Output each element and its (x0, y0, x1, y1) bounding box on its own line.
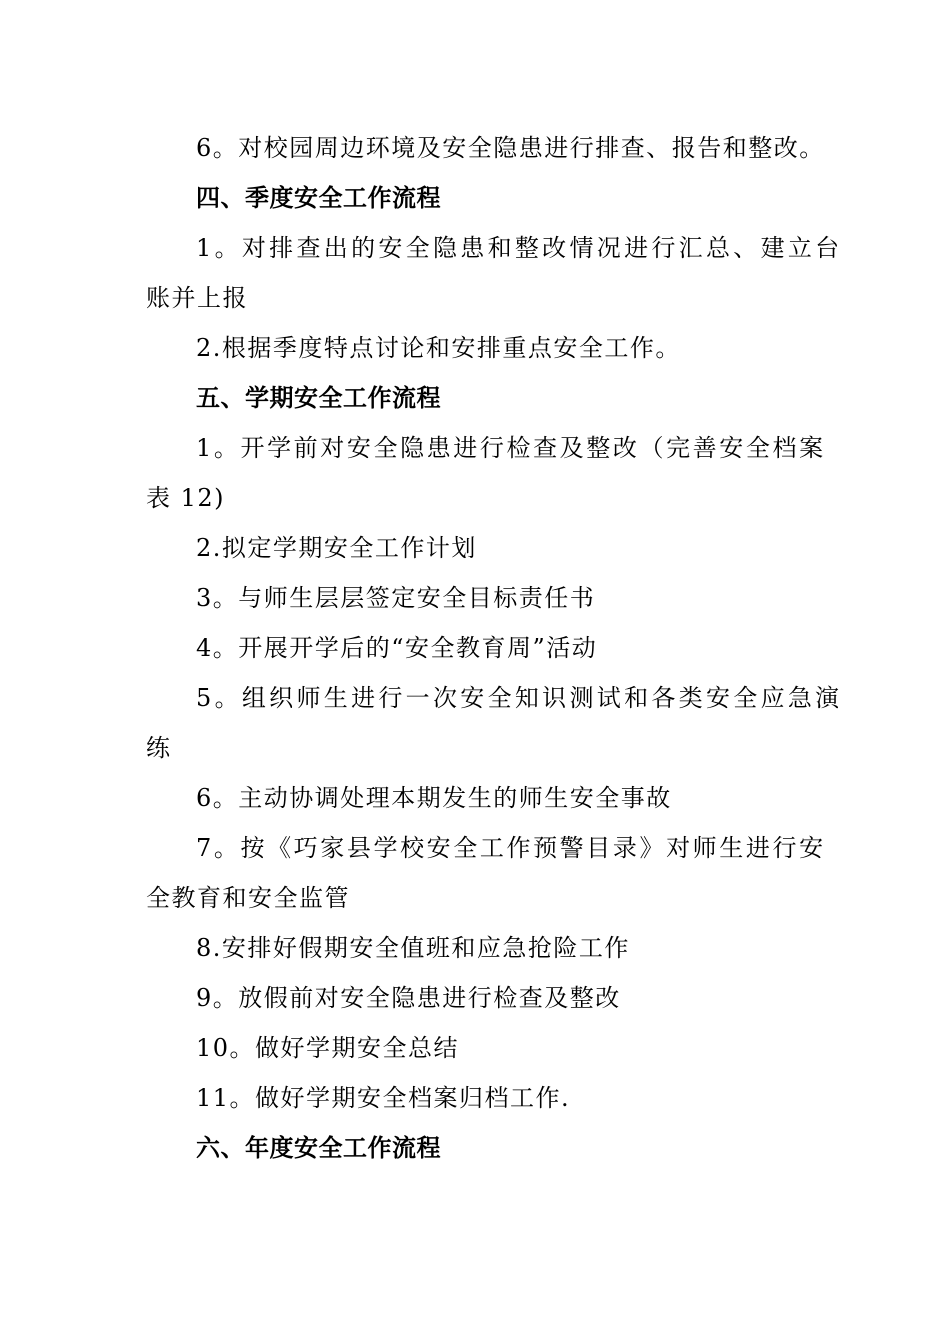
item-quarterly-1: 1。对排查出的安全隐患和整改情况进行汇总、建立台 (196, 234, 843, 262)
item-semester-8: 8.安排好假期安全值班和应急抢险工作 (196, 934, 630, 962)
item-semester-5-continued: 练 (146, 734, 172, 762)
item-semester-11: 11。做好学期安全档案归档工作. (196, 1084, 571, 1112)
item-semester-4: 4。开展开学后的“安全教育周”活动 (196, 634, 598, 662)
item-quarterly-1-continued: 账并上报 (146, 284, 248, 312)
item-semester-2: 2.拟定学期安全工作计划 (196, 534, 477, 562)
item-semester-9: 9。放假前对安全隐患进行检查及整改 (196, 984, 621, 1012)
item-campus-surroundings: 6。对校园周边环境及安全隐患进行排查、报告和整改。 (196, 134, 825, 162)
item-semester-1-continued: 表 12) (146, 484, 226, 512)
item-semester-1: 1。开学前对安全隐患进行检查及整改（完善安全档案 (196, 434, 826, 462)
item-quarterly-2: 2.根据季度特点讨论和安排重点安全工作。 (196, 334, 681, 362)
heading-annual-workflow: 六、年度安全工作流程 (196, 1134, 441, 1162)
heading-semester-workflow: 五、学期安全工作流程 (196, 384, 441, 412)
item-semester-7-continued: 全教育和安全监管 (146, 884, 350, 912)
item-semester-3: 3。与师生层层签定安全目标责任书 (196, 584, 596, 612)
document-body (146, 123, 843, 1173)
item-semester-6: 6。主动协调处理本期发生的师生安全事故 (196, 784, 672, 812)
item-semester-10: 10。做好学期安全总结 (196, 1034, 460, 1062)
heading-quarterly-workflow: 四、季度安全工作流程 (196, 184, 441, 212)
item-semester-7: 7。按《巧家县学校安全工作预警目录》对师生进行安 (196, 834, 826, 862)
item-semester-5: 5。组织师生进行一次安全知识测试和各类安全应急演 (196, 684, 843, 712)
